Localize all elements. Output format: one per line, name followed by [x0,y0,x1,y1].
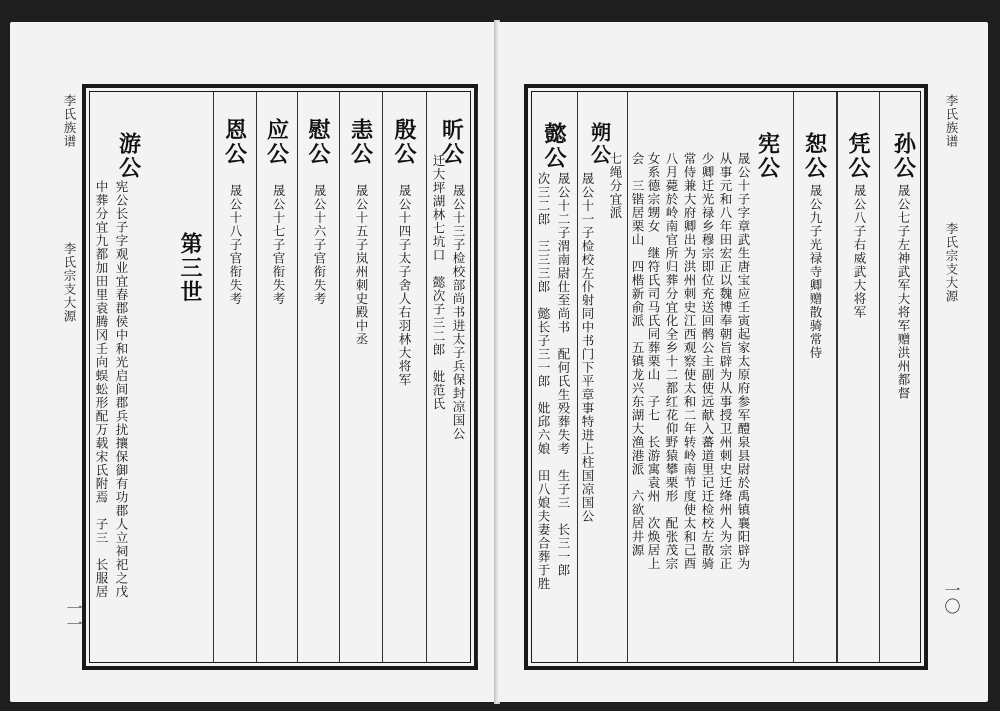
entry-column [880,92,928,662]
entry-column [578,92,628,662]
entry-name: 朔公 [587,122,612,166]
entry-line: 八月薨於岭南官所归葬分宜化全乡十二都红花仰野猿攀栗形 配张茂宗 [664,152,679,571]
entry-column [532,92,578,662]
entry-column [340,92,383,662]
entry-column [837,92,880,662]
entry-name: 殷公 [391,118,417,166]
entry-name: 恩公 [221,118,248,166]
entry-name: 恚公 [347,118,374,166]
generation-title: 第三世 [177,232,203,304]
left-frame [82,84,478,670]
left-margin-title: 李氏族谱 [62,94,77,148]
entry-column [298,92,340,662]
entry-name: 凭公 [845,132,871,180]
entry-line: 晟公十六子官衔失考 [312,184,327,306]
entry-name: 恕公 [801,132,828,180]
right-frame [524,84,928,670]
entry-column [383,92,427,662]
entry-line: 晟公十七子官衔失考 [271,184,286,306]
entry-line: 少卿迁光禄乡穆宗即位充送回鹘公主副使远献入蕃道里记迁检校左散骑 [700,152,715,571]
entry-column [427,92,478,662]
entry-line: 晟公十一子检校左仆射同中书门下平章事特进上柱国凉国公 [580,172,595,523]
entry-line: 晟公十二子渭南尉仕至尚书 配何氏生殁葬失考 生子三 长三一郎 [556,172,571,577]
entry-line: 晟公十子字章武生唐宝应壬寅起家太原府参军醴泉县尉於禹镇襄阳辟为 [736,152,751,571]
generation-column [168,92,214,662]
entry-name: 应公 [263,118,290,166]
entry-line: 常侍兼大府卿出为洪州刺史江西观察使太和二年转岭南节度使太和己酉 [682,152,697,571]
entry-line: 晟公十四子太子舍人右羽林大将军 [397,184,412,387]
entry-line: 从事元和八年田宏正以魏博奉朝旨辟为从事授卫州刺史迁绛州人为宗正 [718,152,733,571]
entry-name: 慰公 [305,118,331,166]
entry-line: 迁大坪湖林七坑口 懿次子三二郎 妣范氏 [431,154,446,411]
entry-name: 游公 [115,132,142,180]
entry-line: 中葬分宜九都加田里袁腾冈壬向蜈蚣形配万载宋氏附焉 子三 长服居 [94,180,109,599]
entry-line: 女系德宗甥女 继符氏司马氏同葬栗山 子七 长游寓袁州 次焕居上 [646,152,661,571]
entry-column [257,92,298,662]
left-margin-section: 李氏宗支大源 [62,242,77,323]
entry-line: 会 三锴居栗山 四楷新俞派 五镇龙兴东湖大渔港派 六欲居井源 [630,152,645,557]
book-spread [10,14,992,704]
right-margin-section: 李氏宗支大源 [944,222,959,303]
entry-line: 晟公十八子官衔失考 [228,184,243,306]
entry-column [214,92,257,662]
right-page [498,22,988,702]
entry-line: 晟公十五子岚州刺史殿中丞 [354,184,369,346]
entry-column [90,92,168,662]
right-page-number: 一〇 [942,582,961,614]
entry-column [794,92,837,662]
entry-line: 七绳分宜派 [608,152,623,220]
entry-line: 晟公八子右威武大将军 [852,184,867,319]
entry-name: 懿公 [541,122,567,170]
left-page [10,22,496,702]
right-margin-title: 李氏族谱 [944,94,959,148]
left-page-number: 一一 [64,600,83,632]
entry-name: 孙公 [890,132,917,180]
entry-line: 晟公七子左神武军大将军赠洪州都督 [896,184,911,400]
entry-line: 次三二郎 三三三郎 懿长子三一郎 妣邱六娘 田八娘夫妻合葬于胜 [536,172,551,591]
entry-line: 宪公长子字观业宜春郡侯中和光启间郡兵扰攘保御有功郡人立祠祀之戊 [114,180,129,599]
entry-line: 晟公十三子检校部尚书进太子兵保封凉国公 [451,184,466,441]
entry-name: 宪公 [754,132,781,180]
entry-line: 晟公九子光禄寺卿赠散骑常侍 [808,184,823,360]
entry-name: 昕公 [438,118,465,166]
entry-block [628,92,794,662]
